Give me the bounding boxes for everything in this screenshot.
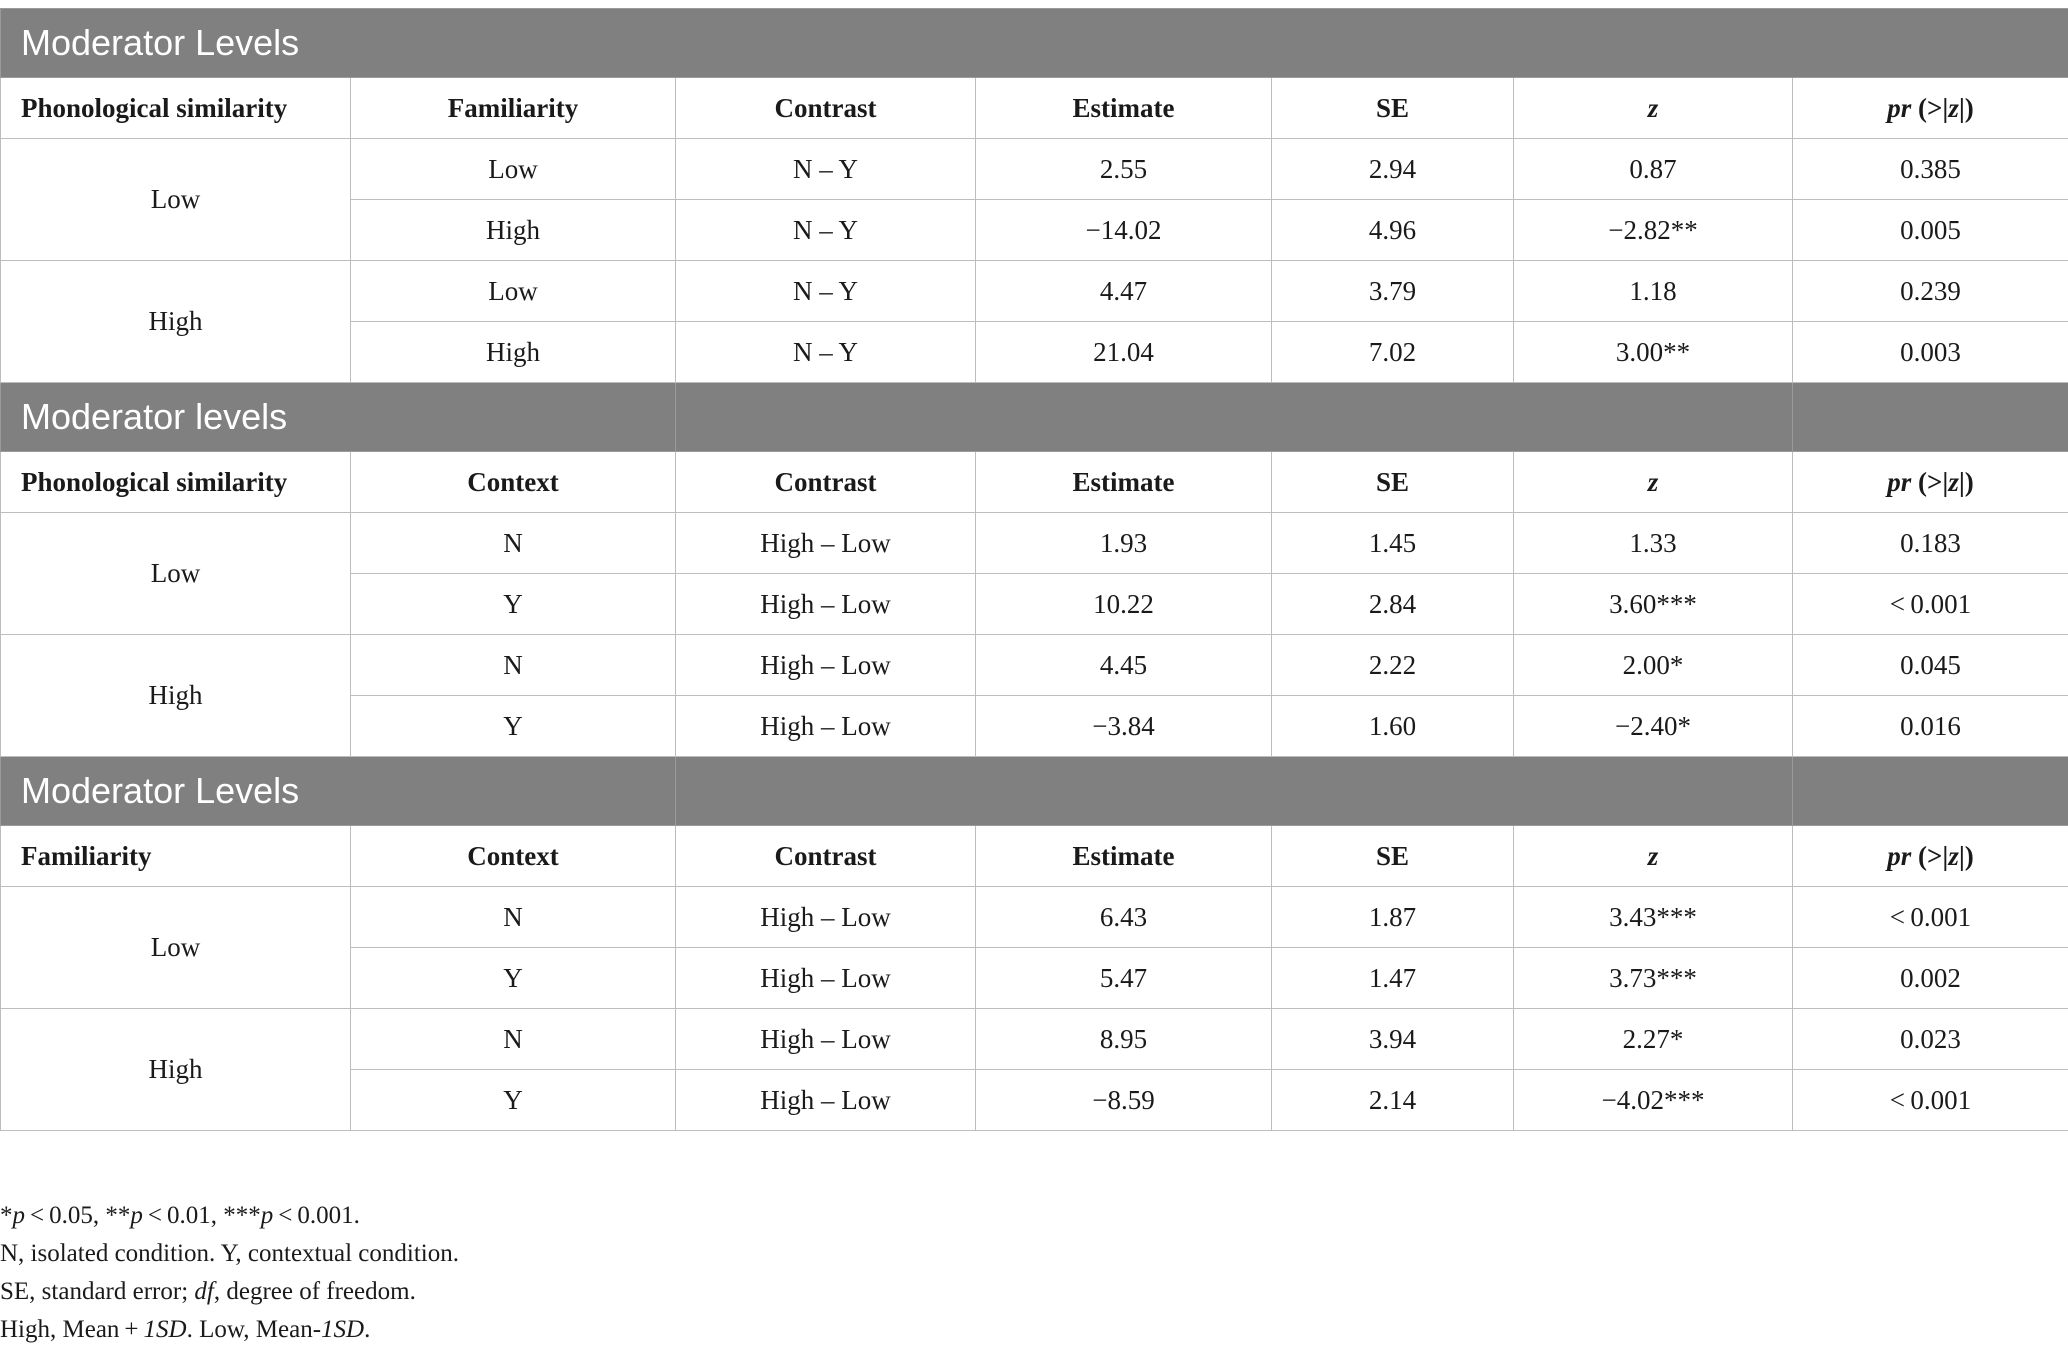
group-label-cell: Low [1, 887, 351, 1009]
group-label-cell: Low [1, 513, 351, 635]
column-header: Context [351, 452, 676, 513]
footnote-significance-rendered: *p < 0.05, **p < 0.01, ***p < 0.001. [0, 1202, 360, 1229]
contrast-cell: High – Low [676, 513, 976, 574]
footnote-abbreviations [0, 1273, 459, 1311]
column-header-row [1, 78, 2068, 139]
level-cell: High [351, 322, 676, 383]
section-band [1, 9, 2068, 78]
estimate-cell: 6.43 [976, 887, 1272, 948]
table-footnotes [0, 1197, 459, 1349]
p-value-cell: 0.005 [1793, 200, 2068, 261]
se-cell: 7.02 [1272, 322, 1514, 383]
column-header: pr (>|z|) [1793, 826, 2068, 887]
column-header: Phonological similarity [1, 452, 351, 513]
column-header-row [1, 826, 2068, 887]
contrast-cell: N – Y [676, 322, 976, 383]
column-header: Contrast [676, 78, 976, 139]
p-value-cell: 0.016 [1793, 696, 2068, 757]
group-label-cell: High [1, 1009, 351, 1131]
moderator-levels-table [0, 8, 2068, 1131]
z-cell: −2.40* [1514, 696, 1793, 757]
footnote-levels [0, 1311, 459, 1349]
footnote-abbreviations-rendered: SE, standard error; df, degree of freedom. [0, 1278, 416, 1305]
estimate-cell: −14.02 [976, 200, 1272, 261]
column-header: z [1514, 826, 1793, 887]
level-cell: N [351, 1009, 676, 1070]
column-header: Familiarity [351, 78, 676, 139]
column-header: z [1514, 452, 1793, 513]
z-cell: 3.73*** [1514, 948, 1793, 1009]
z-cell: 3.43*** [1514, 887, 1793, 948]
z-cell: −4.02*** [1514, 1070, 1793, 1131]
column-header: z [1514, 78, 1793, 139]
section-band-filler [1793, 757, 2068, 826]
level-cell: Y [351, 1070, 676, 1131]
group-label-cell: Low [1, 139, 351, 261]
column-header: SE [1272, 78, 1514, 139]
group-label-cell: High [1, 261, 351, 383]
level-cell: N [351, 513, 676, 574]
section-band [1, 757, 2068, 826]
contrast-cell: High – Low [676, 696, 976, 757]
level-cell: High [351, 200, 676, 261]
z-cell: 2.00* [1514, 635, 1793, 696]
se-cell: 1.87 [1272, 887, 1514, 948]
contrast-cell: High – Low [676, 948, 976, 1009]
table-row [1, 635, 2068, 696]
column-header: Estimate [976, 452, 1272, 513]
z-cell: −2.82** [1514, 200, 1793, 261]
column-header: Estimate [976, 826, 1272, 887]
estimate-cell: −3.84 [976, 696, 1272, 757]
level-cell: Low [351, 139, 676, 200]
se-cell: 2.94 [1272, 139, 1514, 200]
contrast-cell: N – Y [676, 200, 976, 261]
column-header: pr (>|z|) [1793, 78, 2068, 139]
section-band-title: Moderator levels [1, 383, 676, 452]
se-cell: 2.22 [1272, 635, 1514, 696]
column-header: Contrast [676, 452, 976, 513]
level-cell: Low [351, 261, 676, 322]
estimate-cell: 8.95 [976, 1009, 1272, 1070]
group-label-cell: High [1, 635, 351, 757]
level-cell: N [351, 887, 676, 948]
contrast-cell: High – Low [676, 887, 976, 948]
p-value-cell: 0.003 [1793, 322, 2068, 383]
column-header: SE [1272, 452, 1514, 513]
table-row [1, 1009, 2068, 1070]
p-value-cell: 0.002 [1793, 948, 2068, 1009]
table-row [1, 261, 2068, 322]
p-value-cell: 0.045 [1793, 635, 2068, 696]
section-band [1, 383, 2068, 452]
z-cell: 1.18 [1514, 261, 1793, 322]
estimate-cell: 4.47 [976, 261, 1272, 322]
estimate-cell: 1.93 [976, 513, 1272, 574]
footnote-significance [0, 1197, 459, 1235]
p-value-cell: < 0.001 [1793, 887, 2068, 948]
column-header: Estimate [976, 78, 1272, 139]
estimate-cell: 10.22 [976, 574, 1272, 635]
footnote-levels-rendered: High, Mean + 1SD. Low, Mean-1SD. [0, 1316, 371, 1343]
z-cell: 2.27* [1514, 1009, 1793, 1070]
table-row [1, 887, 2068, 948]
section-band-filler [676, 757, 1793, 826]
se-cell: 3.94 [1272, 1009, 1514, 1070]
se-cell: 2.14 [1272, 1070, 1514, 1131]
z-cell: 0.87 [1514, 139, 1793, 200]
z-cell: 3.60*** [1514, 574, 1793, 635]
se-cell: 2.84 [1272, 574, 1514, 635]
section-band-filler [1793, 383, 2068, 452]
level-cell: Y [351, 948, 676, 1009]
p-value-cell: < 0.001 [1793, 574, 2068, 635]
estimate-cell: 21.04 [976, 322, 1272, 383]
column-header: pr (>|z|) [1793, 452, 2068, 513]
estimate-cell: −8.59 [976, 1070, 1272, 1131]
estimate-cell: 4.45 [976, 635, 1272, 696]
column-header: Phonological similarity [1, 78, 351, 139]
z-cell: 3.00** [1514, 322, 1793, 383]
contrast-cell: High – Low [676, 574, 976, 635]
column-header-row [1, 452, 2068, 513]
contrast-cell: N – Y [676, 261, 976, 322]
column-header: SE [1272, 826, 1514, 887]
column-header: Familiarity [1, 826, 351, 887]
column-header: Contrast [676, 826, 976, 887]
z-cell: 1.33 [1514, 513, 1793, 574]
section-band-filler [676, 383, 1793, 452]
column-header: Context [351, 826, 676, 887]
level-cell: Y [351, 696, 676, 757]
footnote-conditions: N, isolated condition. Y, contextual condition. [0, 1240, 459, 1267]
level-cell: Y [351, 574, 676, 635]
section-band-title: Moderator Levels [1, 757, 676, 826]
se-cell: 4.96 [1272, 200, 1514, 261]
estimate-cell: 5.47 [976, 948, 1272, 1009]
table-row [1, 513, 2068, 574]
se-cell: 1.47 [1272, 948, 1514, 1009]
contrast-cell: High – Low [676, 1070, 976, 1131]
contrast-cell: N – Y [676, 139, 976, 200]
p-value-cell: 0.385 [1793, 139, 2068, 200]
se-cell: 3.79 [1272, 261, 1514, 322]
contrast-cell: High – Low [676, 635, 976, 696]
se-cell: 1.45 [1272, 513, 1514, 574]
se-cell: 1.60 [1272, 696, 1514, 757]
estimate-cell: 2.55 [976, 139, 1272, 200]
contrast-cell: High – Low [676, 1009, 976, 1070]
p-value-cell: 0.023 [1793, 1009, 2068, 1070]
table-row [1, 139, 2068, 200]
p-value-cell: < 0.001 [1793, 1070, 2068, 1131]
p-value-cell: 0.183 [1793, 513, 2068, 574]
p-value-cell: 0.239 [1793, 261, 2068, 322]
level-cell: N [351, 635, 676, 696]
section-band-title: Moderator Levels [1, 9, 2068, 78]
